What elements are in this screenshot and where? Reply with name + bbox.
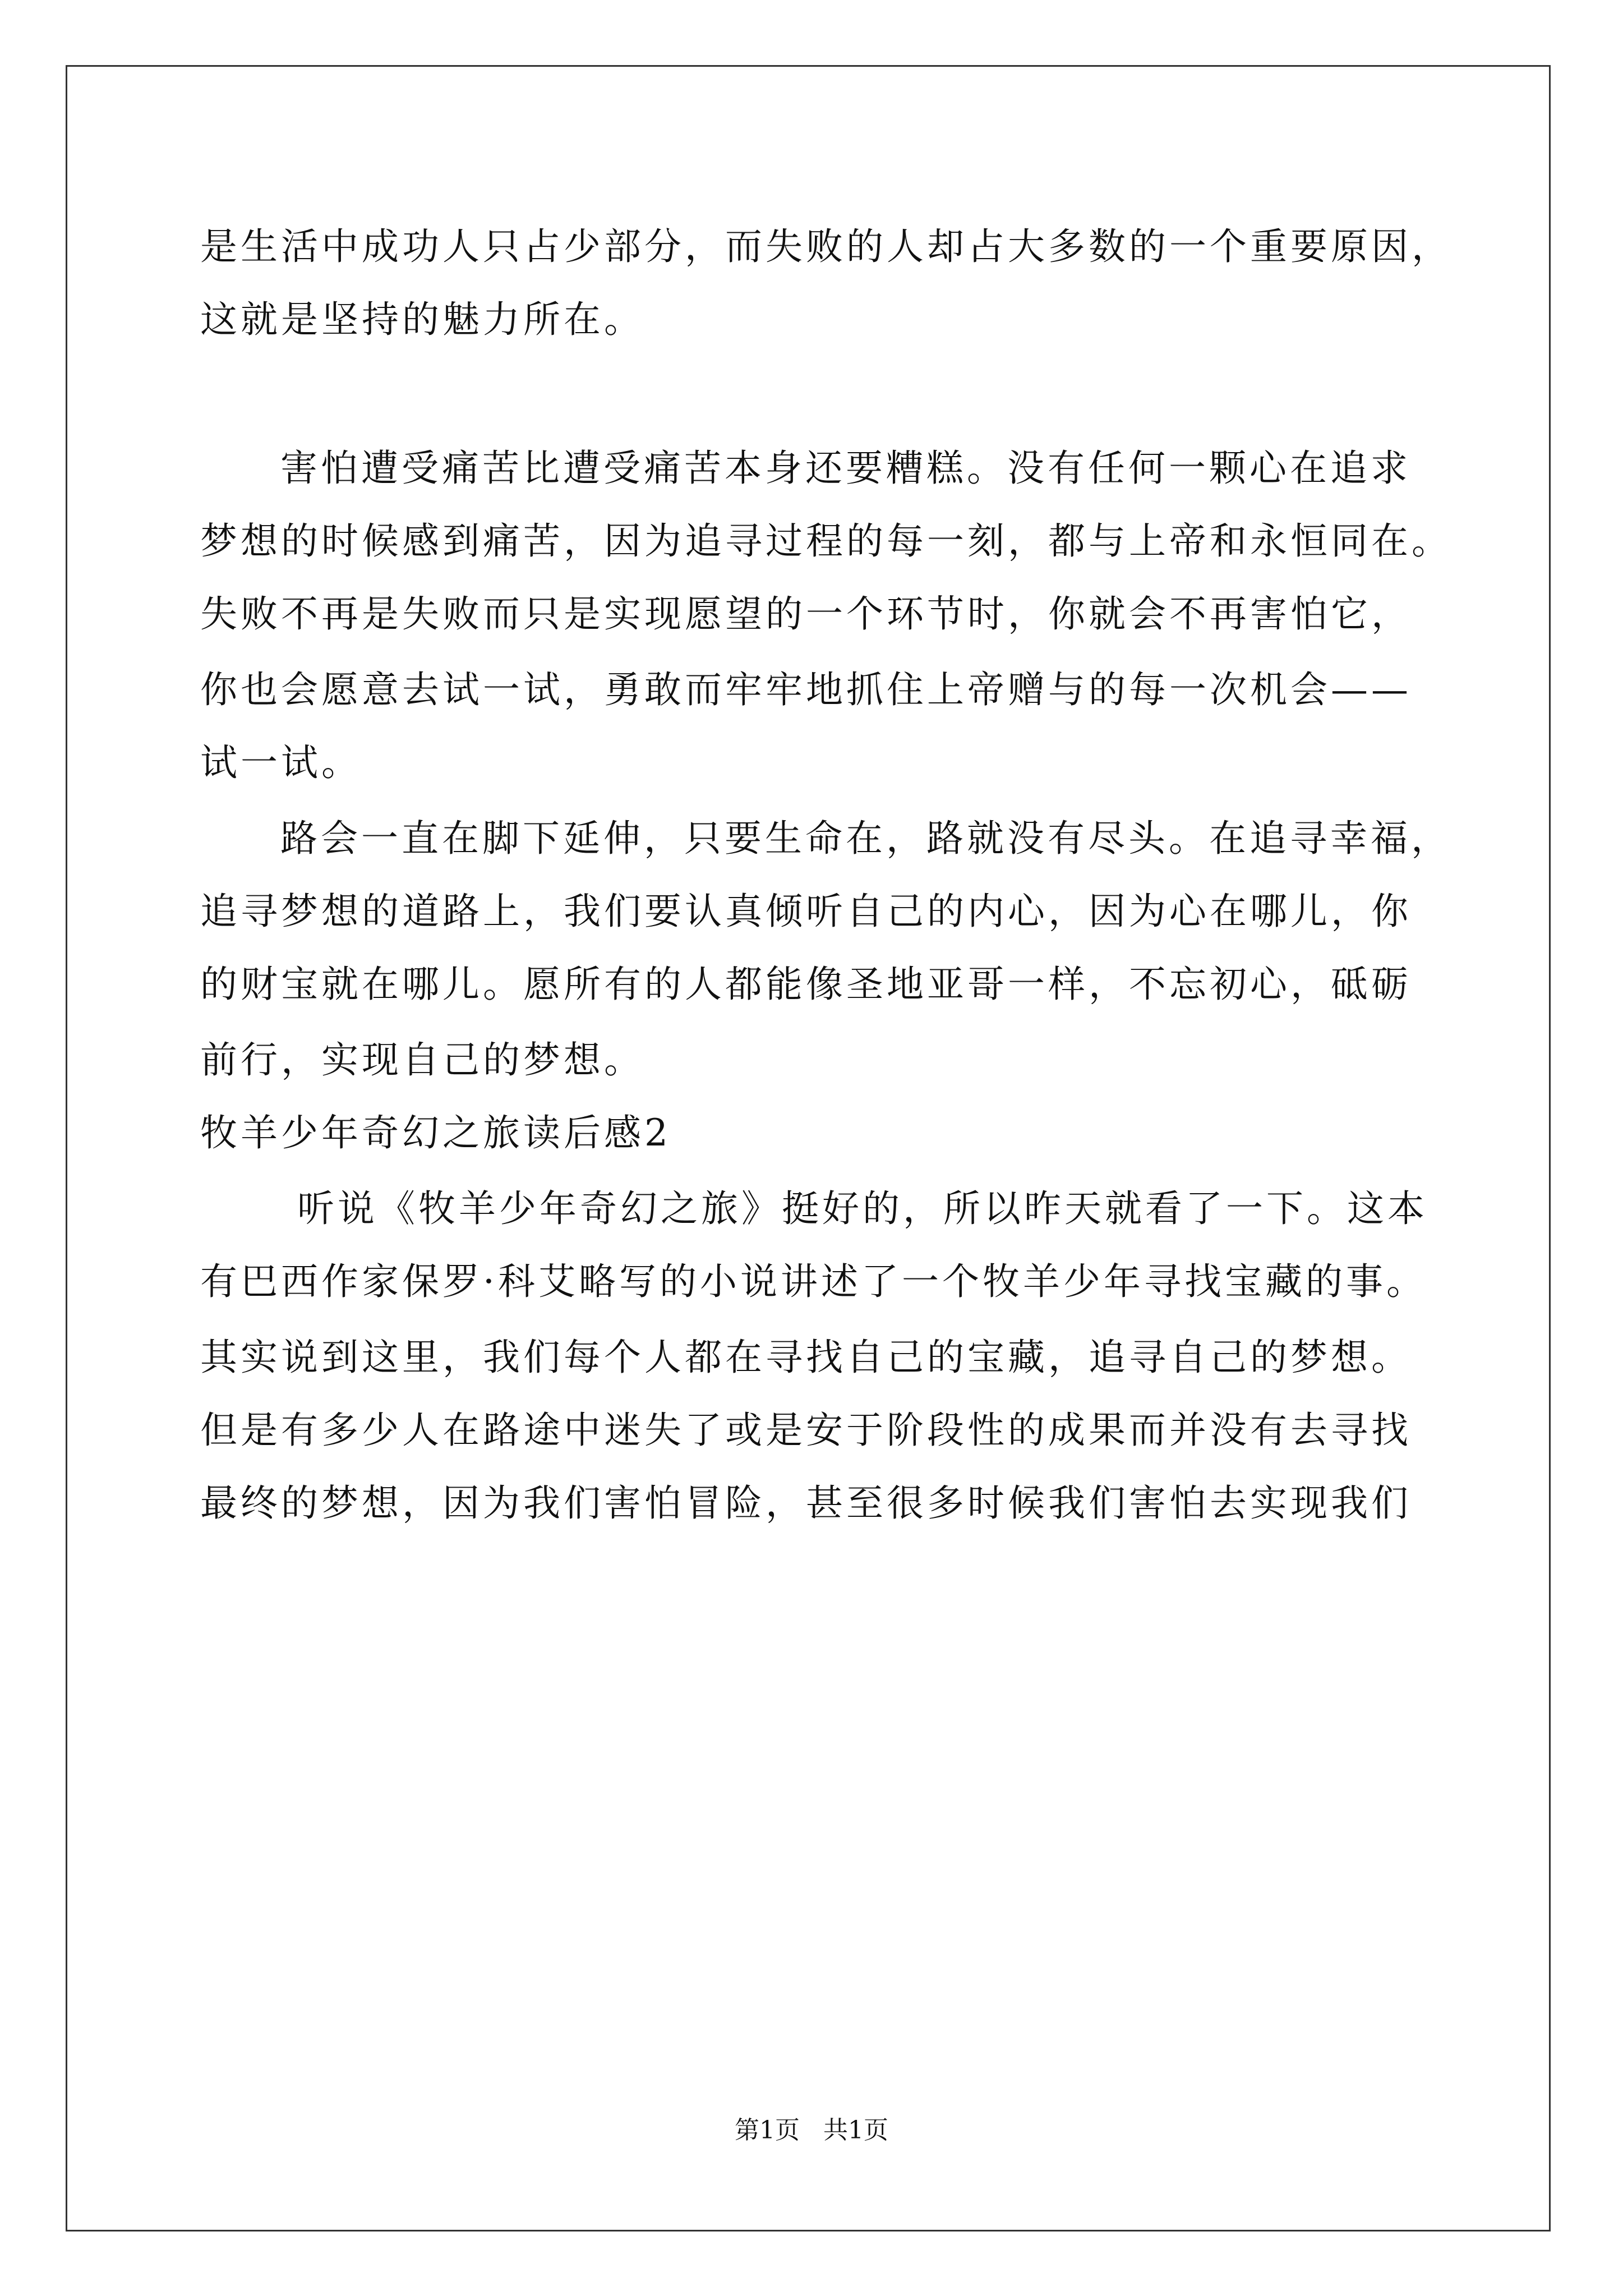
paragraph-1-line-1: 是生活中成功人只占少部分，而失败的人却占大多数的一个重要原因， xyxy=(200,225,1452,268)
paragraph-2-line-4: 你也会愿意去试一试，勇敢而牢牢地抓住上帝赠与的每一次机会—— xyxy=(200,668,1412,711)
section-paragraph-line-1: 听说《牧羊少年奇幻之旅》挺好的，所以昨天就看了一下。这本 xyxy=(297,1187,1428,1230)
section-paragraph-line-2: 有巴西作家保罗·科艾略写的小说讲述了一个牧羊少年寻找宝藏的事。 xyxy=(200,1260,1427,1303)
paragraph-3-line-1: 路会一直在脚下延伸，只要生命在，路就没有尽头。在追寻幸福， xyxy=(280,817,1451,860)
paragraph-2-line-5: 试一试。 xyxy=(200,741,362,784)
section-paragraph-line-5: 最终的梦想，因为我们害怕冒险，甚至很多时候我们害怕去实现我们 xyxy=(200,1481,1412,1525)
paragraph-2-line-2: 梦想的时候感到痛苦，因为追寻过程的每一刻，都与上帝和永恒同在。 xyxy=(200,519,1452,563)
paragraph-3-line-3: 的财宝就在哪儿。愿所有的人都能像圣地亚哥一样，不忘初心，砥砺 xyxy=(200,963,1412,1006)
section-paragraph-line-3: 其实说到这里，我们每个人都在寻找自己的宝藏，追寻自己的梦想。 xyxy=(200,1336,1412,1379)
paragraph-1-line-2: 这就是坚持的魅力所在。 xyxy=(200,298,644,341)
paragraph-2-line-3: 失败不再是失败而只是实现愿望的一个环节时，你就会不再害怕它， xyxy=(200,592,1412,636)
paragraph-3-line-4: 前行，实现自己的梦想。 xyxy=(200,1038,644,1082)
section-title: 牧羊少年奇幻之旅读后感2 xyxy=(200,1111,671,1154)
paragraph-3-line-2: 追寻梦想的道路上，我们要认真倾听自己的内心，因为心在哪儿，你 xyxy=(200,890,1412,933)
section-paragraph-line-4: 但是有多少人在路途中迷失了或是安于阶段性的成果而并没有去寻找 xyxy=(200,1409,1412,1452)
paragraph-2-line-1: 害怕遭受痛苦比遭受痛苦本身还要糟糕。没有任何一颗心在追求 xyxy=(280,447,1411,490)
page-number-footer: 第1页 共1页 xyxy=(735,2116,888,2145)
